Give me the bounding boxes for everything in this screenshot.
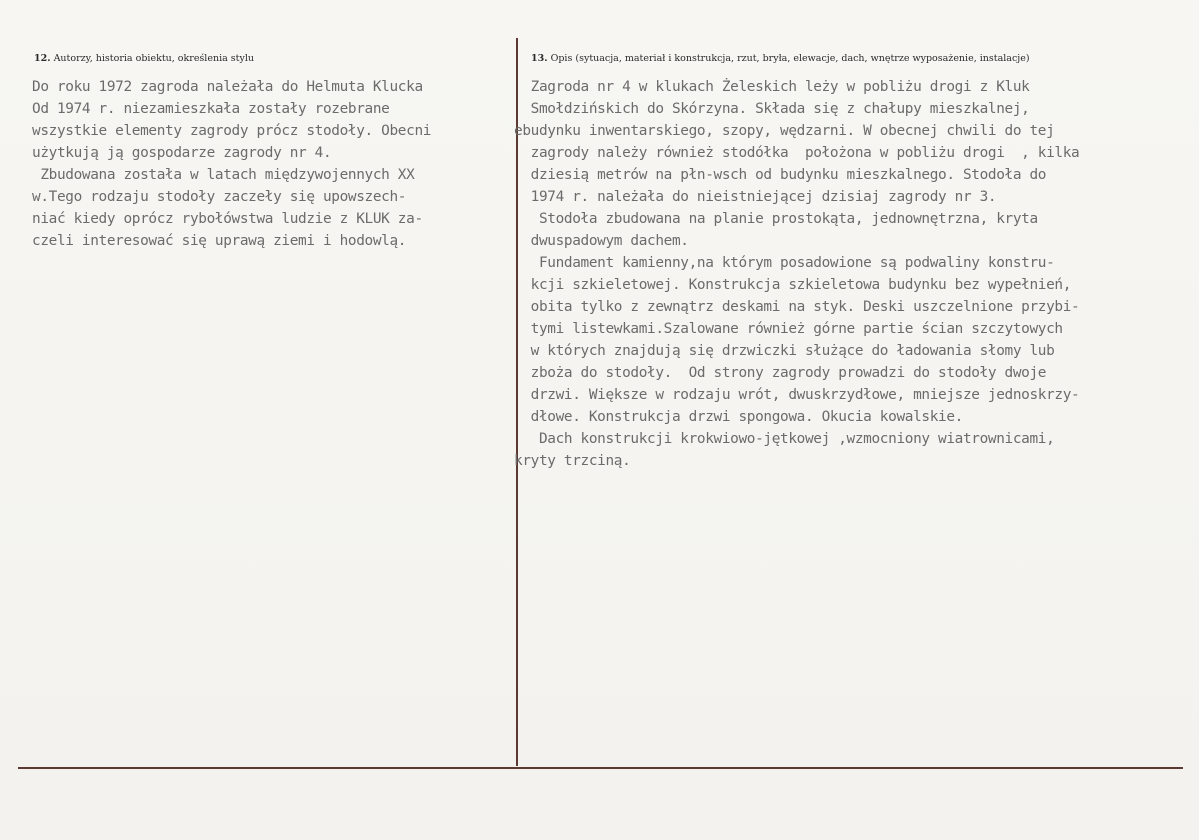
text-line: Dach konstrukcji krokwiowo-jętkowej ,wzmocniony wiatrownicami, bbox=[514, 431, 1055, 447]
text-line: dwuspadowym dachem. bbox=[514, 233, 689, 249]
text-line: kryty trzciną. bbox=[514, 453, 631, 469]
text-line: obita tylko z zewnątrz deskami na styk. Deski uszczelnione przybi- bbox=[514, 299, 1080, 315]
horizontal-divider bbox=[18, 767, 1183, 769]
section-13-label bbox=[531, 53, 1030, 64]
text-line: wszystkie elementy zagrody prócz stodoły. Obecni bbox=[32, 123, 432, 139]
text-line: Od 1974 r. niezamieszkała zostały rozebrane bbox=[32, 101, 390, 117]
section-13-number: 13. bbox=[531, 53, 548, 64]
text-line: niać kiedy oprócz rybołówstwa ludzie z KLUK za- bbox=[32, 211, 423, 227]
text-line: 1974 r. należała do nieistniejącej dzisiaj zagrody nr 3. bbox=[514, 189, 997, 205]
text-line: w.Tego rodzaju stodoły zaczeły się upowszech- bbox=[32, 189, 407, 205]
section-12-title: Autorzy, historia obiektu, określenia stylu bbox=[53, 53, 255, 64]
text-line: Stodoła zbudowana na planie prostokąta, jednownętrzna, kryta bbox=[514, 211, 1038, 227]
text-line: ebudynku inwentarskiego, szopy, wędzarni. W obecnej chwili do tej bbox=[514, 123, 1055, 139]
text-line: Fundament kamienny,na którym posadowione są podwaliny konstru- bbox=[514, 255, 1055, 271]
section-12-label bbox=[34, 53, 254, 64]
text-line: dziesią metrów na płn-wsch od budynku mieszkalnego. Stodoła do bbox=[514, 167, 1047, 183]
text-line: użytkują ją gospodarze zagrody nr 4. bbox=[32, 145, 332, 161]
section-13-title: Opis (sytuacja, materiał i konstrukcja, rzut, bryła, elewacje, dach, wnętrze wyposażenie, instalacje) bbox=[550, 53, 1030, 64]
description-text bbox=[514, 76, 1079, 472]
text-line: drzwi. Większe w rodzaju wrót, dwuskrzydłowe, mniejsze jednoskrzy- bbox=[514, 387, 1080, 403]
text-line: Do roku 1972 zagroda należała do Helmuta Klucka bbox=[32, 79, 423, 95]
text-line: Zbudowana została w latach międzywojennych XX bbox=[32, 167, 415, 183]
text-line: zboża do stodoły. Od strony zagrody prowadzi do stodoły dwoje bbox=[514, 365, 1047, 381]
text-line: tymi listewkami.Szalowane również górne partie ścian szczytowych bbox=[514, 321, 1063, 337]
text-line: Smołdzińskich do Skórzyna. Składa się z chałupy mieszkalnej, bbox=[514, 101, 1030, 117]
text-line: czeli interesować się uprawą ziemi i hodowlą. bbox=[32, 233, 407, 249]
section-12-number: 12. bbox=[34, 53, 51, 64]
history-text bbox=[32, 76, 431, 252]
text-line: Zagroda nr 4 w klukach Żeleskich leży w pobliżu drogi z Kluk bbox=[514, 79, 1030, 95]
text-line: w których znajdują się drzwiczki służące do ładowania słomy lub bbox=[514, 343, 1055, 359]
text-line: dłowe. Konstrukcja drzwi spongowa. Okucia kowalskie. bbox=[514, 409, 963, 425]
text-line: kcji szkieletowej. Konstrukcja szkieletowa budynku bez wypełnień, bbox=[514, 277, 1072, 293]
text-line: zagrody należy również stodółka położona w pobliżu drogi , kilka bbox=[514, 145, 1080, 161]
